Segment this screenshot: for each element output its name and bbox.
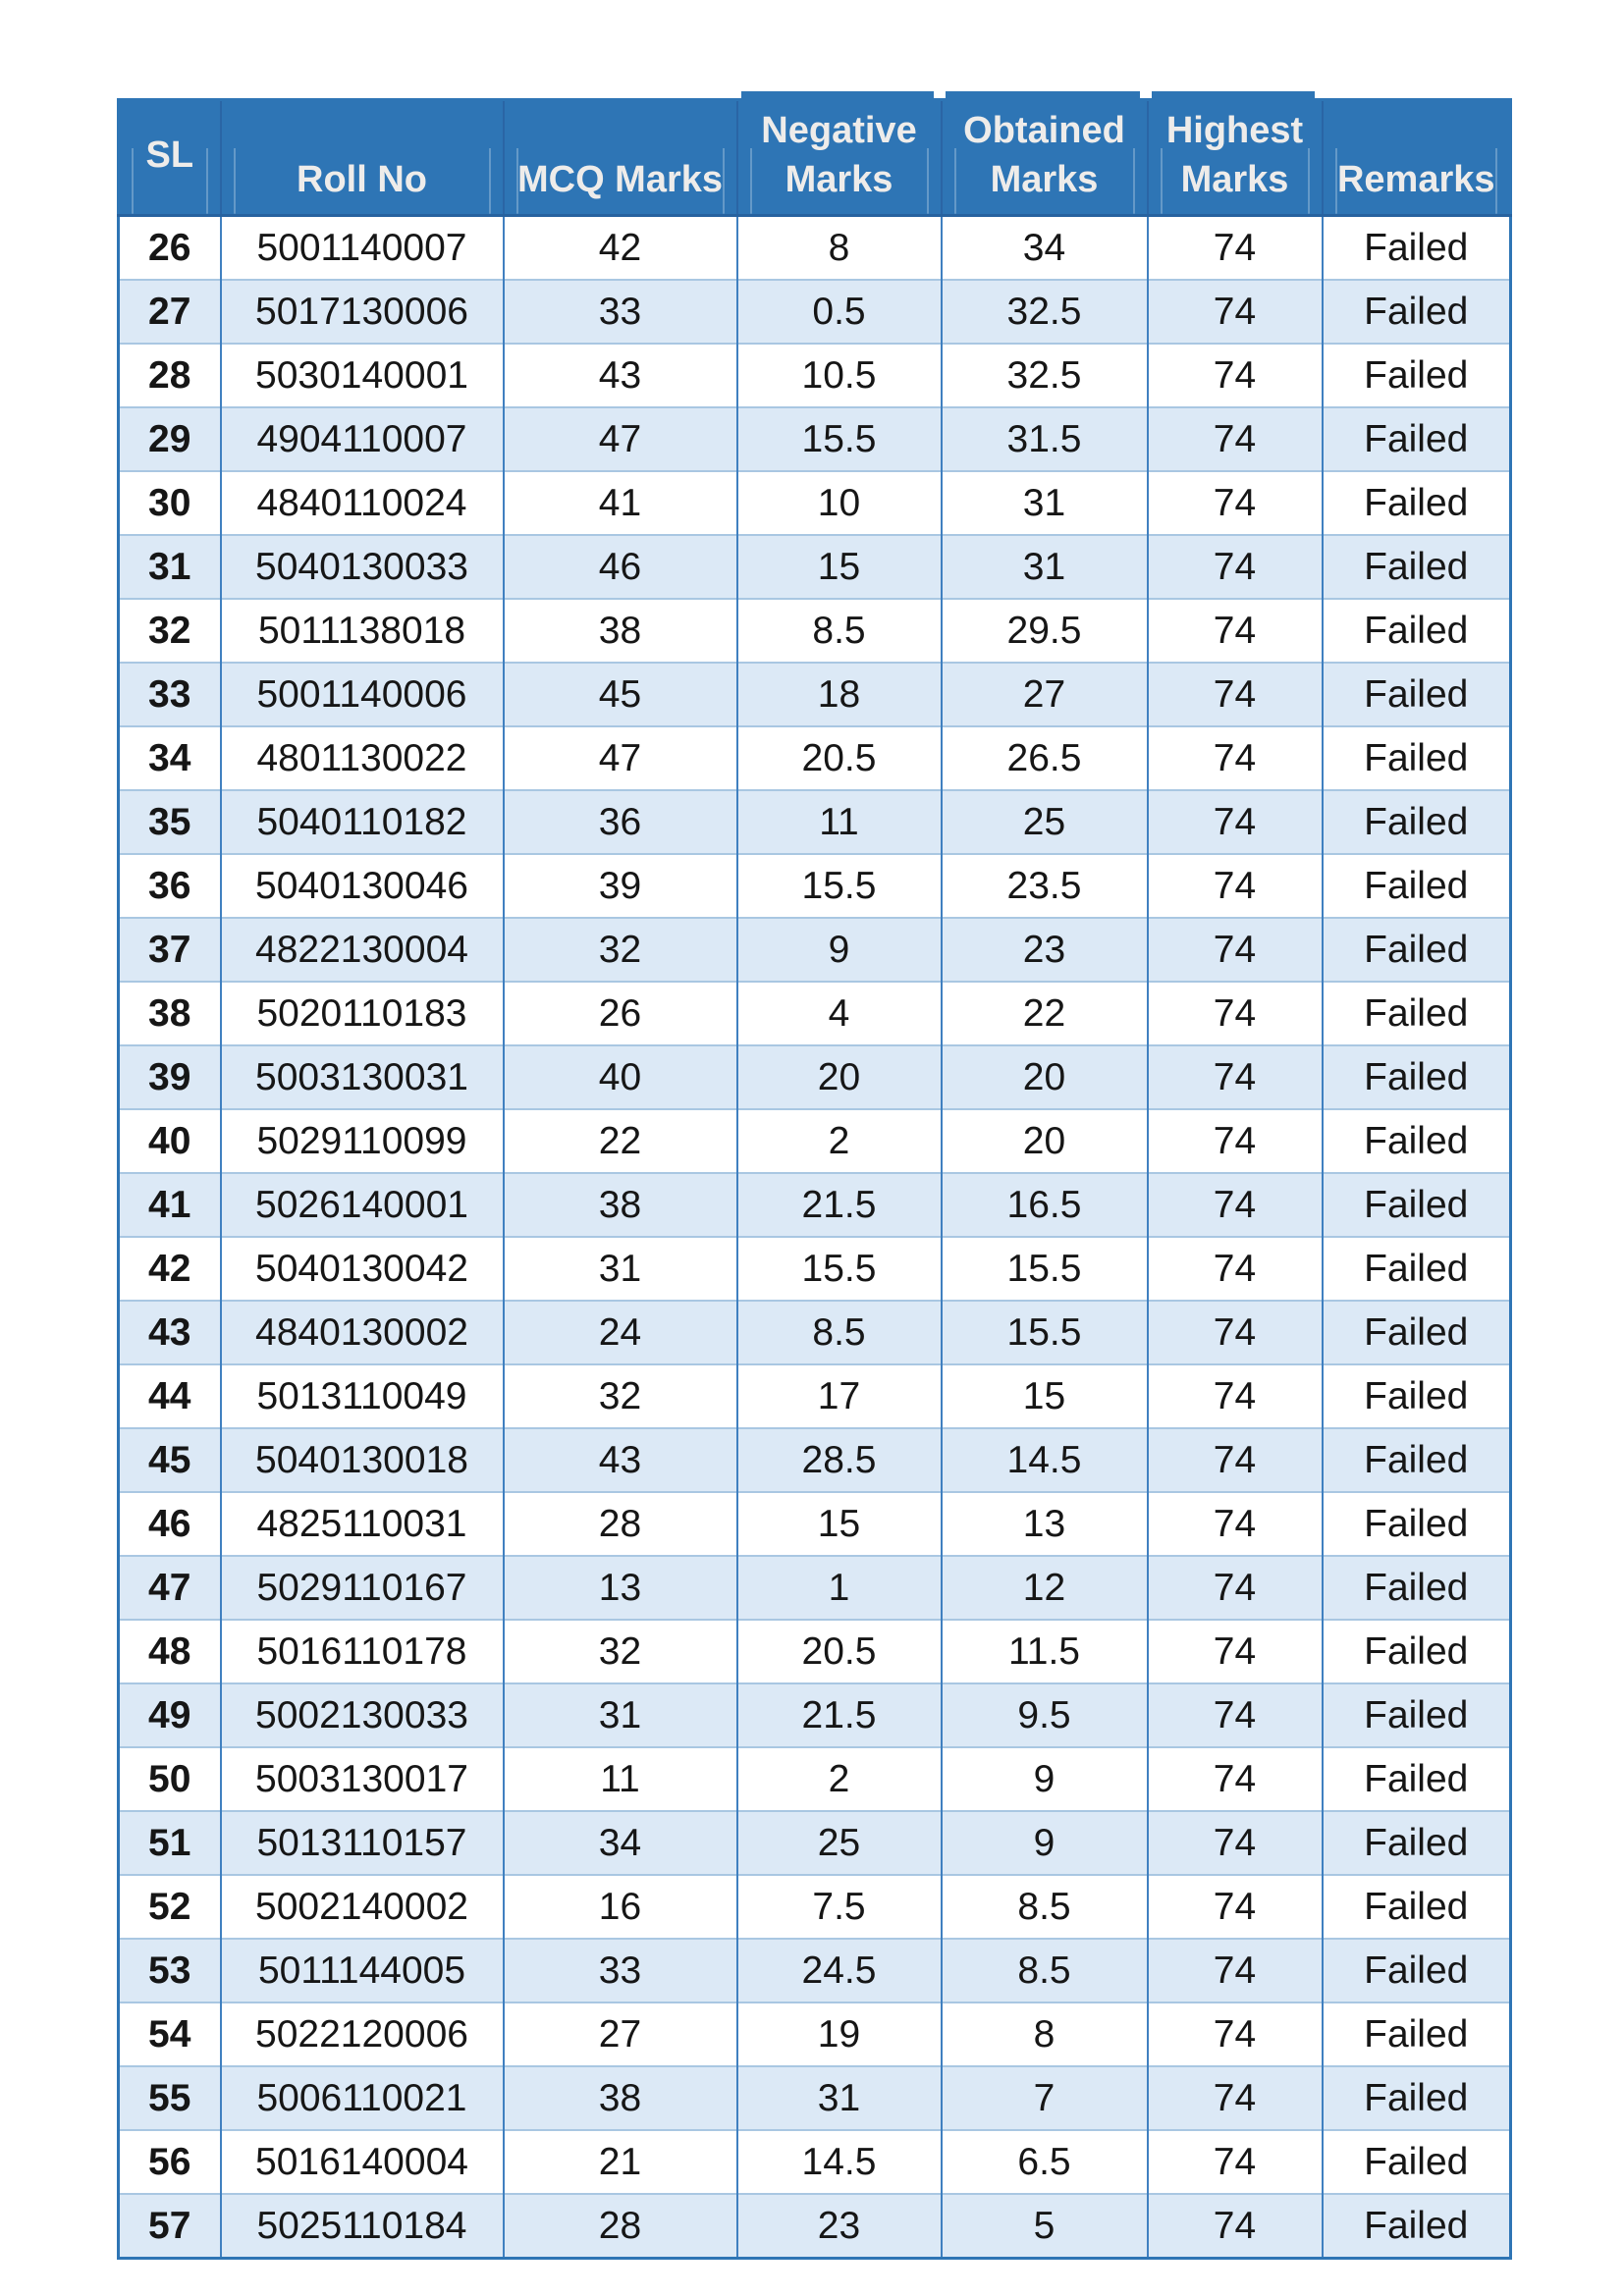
- negative-marks-cell: 15: [737, 1492, 942, 1556]
- column-header-negative-marks: Negative Marks: [737, 100, 942, 216]
- highest-marks-cell: 74: [1148, 663, 1323, 726]
- sl-cell: 44: [119, 1364, 221, 1428]
- obtained-marks-cell: 23: [942, 918, 1148, 982]
- sl-cell: 57: [119, 2194, 221, 2259]
- remarks-cell: Failed: [1323, 854, 1511, 918]
- table-row: [119, 471, 1511, 535]
- remarks-cell: Failed: [1323, 535, 1511, 599]
- mcq-marks-cell: 36: [504, 790, 737, 854]
- negative-marks-cell: 8.5: [737, 1301, 942, 1364]
- sl-cell: 29: [119, 407, 221, 471]
- sl-cell: 33: [119, 663, 221, 726]
- sl-cell: 42: [119, 1237, 221, 1301]
- roll-no-cell: 5002130033: [221, 1683, 504, 1747]
- roll-no-cell: 5017130006: [221, 280, 504, 344]
- remarks-cell: Failed: [1323, 1492, 1511, 1556]
- remarks-cell: Failed: [1323, 1875, 1511, 1939]
- table-row: [119, 1237, 1511, 1301]
- roll-no-cell: 5040130046: [221, 854, 504, 918]
- table-row: [119, 1747, 1511, 1811]
- remarks-cell: Failed: [1323, 726, 1511, 790]
- roll-no-cell: 4825110031: [221, 1492, 504, 1556]
- column-header-highest-marks: Highest Marks: [1148, 100, 1323, 216]
- highest-marks-cell: 74: [1148, 982, 1323, 1045]
- table-row: [119, 982, 1511, 1045]
- negative-marks-cell: 10: [737, 471, 942, 535]
- highest-marks-cell: 74: [1148, 1875, 1323, 1939]
- mcq-marks-cell: 41: [504, 471, 737, 535]
- remarks-cell: Failed: [1323, 407, 1511, 471]
- sl-cell: 41: [119, 1173, 221, 1237]
- table-row: [119, 2066, 1511, 2130]
- mcq-marks-cell: 22: [504, 1109, 737, 1173]
- negative-marks-cell: 2: [737, 1747, 942, 1811]
- highest-marks-cell: 74: [1148, 407, 1323, 471]
- obtained-marks-cell: 8.5: [942, 1939, 1148, 2002]
- obtained-marks-cell: 11.5: [942, 1620, 1148, 1683]
- highest-marks-cell: 74: [1148, 1109, 1323, 1173]
- highest-marks-cell: 74: [1148, 344, 1323, 407]
- mcq-marks-cell: 26: [504, 982, 737, 1045]
- mcq-marks-cell: 21: [504, 2130, 737, 2194]
- table-row: [119, 790, 1511, 854]
- mcq-marks-cell: 34: [504, 1811, 737, 1875]
- sl-cell: 28: [119, 344, 221, 407]
- negative-marks-cell: 18: [737, 663, 942, 726]
- table-row: [119, 854, 1511, 918]
- mcq-marks-cell: 16: [504, 1875, 737, 1939]
- mcq-marks-cell: 38: [504, 2066, 737, 2130]
- results-table: [117, 98, 1512, 2260]
- roll-no-cell: 5001140006: [221, 663, 504, 726]
- column-header-sl: SL: [119, 100, 221, 216]
- column-header-mcq-marks: MCQ Marks: [504, 100, 737, 216]
- mcq-marks-cell: 33: [504, 280, 737, 344]
- results-table-body: [119, 216, 1511, 2259]
- mcq-marks-cell: 27: [504, 2002, 737, 2066]
- sl-cell: 27: [119, 280, 221, 344]
- sl-cell: 45: [119, 1428, 221, 1492]
- mcq-marks-cell: 47: [504, 407, 737, 471]
- obtained-marks-cell: 22: [942, 982, 1148, 1045]
- negative-marks-cell: 20.5: [737, 726, 942, 790]
- sl-cell: 53: [119, 1939, 221, 2002]
- table-row: [119, 918, 1511, 982]
- mcq-marks-cell: 46: [504, 535, 737, 599]
- negative-marks-cell: 15.5: [737, 854, 942, 918]
- negative-marks-cell: 21.5: [737, 1683, 942, 1747]
- roll-no-cell: 4801130022: [221, 726, 504, 790]
- negative-marks-cell: 2: [737, 1109, 942, 1173]
- roll-no-cell: 5040130042: [221, 1237, 504, 1301]
- obtained-marks-cell: 13: [942, 1492, 1148, 1556]
- table-row: [119, 2002, 1511, 2066]
- column-header-remarks: Remarks: [1323, 100, 1511, 216]
- obtained-marks-cell: 15.5: [942, 1301, 1148, 1364]
- roll-no-cell: 5003130031: [221, 1045, 504, 1109]
- column-header-roll-no: Roll No: [221, 100, 504, 216]
- table-row: [119, 1875, 1511, 1939]
- negative-marks-cell: 7.5: [737, 1875, 942, 1939]
- remarks-cell: Failed: [1323, 918, 1511, 982]
- negative-marks-cell: 4: [737, 982, 942, 1045]
- remarks-cell: Failed: [1323, 1620, 1511, 1683]
- mcq-marks-cell: 32: [504, 1364, 737, 1428]
- negative-marks-cell: 23: [737, 2194, 942, 2259]
- table-row: [119, 599, 1511, 663]
- roll-no-cell: 5013110157: [221, 1811, 504, 1875]
- remarks-cell: Failed: [1323, 2194, 1511, 2259]
- roll-no-cell: 5001140007: [221, 216, 504, 281]
- sl-cell: 39: [119, 1045, 221, 1109]
- mcq-marks-cell: 47: [504, 726, 737, 790]
- negative-marks-cell: 8: [737, 216, 942, 281]
- obtained-marks-cell: 20: [942, 1045, 1148, 1109]
- table-row: [119, 1620, 1511, 1683]
- negative-marks-cell: 17: [737, 1364, 942, 1428]
- mcq-marks-cell: 32: [504, 918, 737, 982]
- obtained-marks-cell: 14.5: [942, 1428, 1148, 1492]
- roll-no-cell: 5029110099: [221, 1109, 504, 1173]
- roll-no-cell: 5040130018: [221, 1428, 504, 1492]
- highest-marks-cell: 74: [1148, 1939, 1323, 2002]
- negative-marks-cell: 20: [737, 1045, 942, 1109]
- obtained-marks-cell: 26.5: [942, 726, 1148, 790]
- table-row: [119, 535, 1511, 599]
- sl-cell: 26: [119, 216, 221, 281]
- highest-marks-cell: 74: [1148, 2194, 1323, 2259]
- roll-no-cell: 5025110184: [221, 2194, 504, 2259]
- obtained-marks-cell: 8: [942, 2002, 1148, 2066]
- remarks-cell: Failed: [1323, 982, 1511, 1045]
- remarks-cell: Failed: [1323, 1428, 1511, 1492]
- highest-marks-cell: 74: [1148, 1683, 1323, 1747]
- remarks-cell: Failed: [1323, 2066, 1511, 2130]
- remarks-cell: Failed: [1323, 599, 1511, 663]
- roll-no-cell: 4840130002: [221, 1301, 504, 1364]
- obtained-marks-cell: 5: [942, 2194, 1148, 2259]
- highest-marks-cell: 74: [1148, 599, 1323, 663]
- sl-cell: 40: [119, 1109, 221, 1173]
- sl-cell: 56: [119, 2130, 221, 2194]
- roll-no-cell: 5040110182: [221, 790, 504, 854]
- table-row: [119, 1109, 1511, 1173]
- roll-no-cell: 5016110178: [221, 1620, 504, 1683]
- mcq-marks-cell: 38: [504, 599, 737, 663]
- obtained-marks-cell: 15.5: [942, 1237, 1148, 1301]
- table-row: [119, 2194, 1511, 2259]
- highest-marks-cell: 74: [1148, 726, 1323, 790]
- obtained-marks-cell: 12: [942, 1556, 1148, 1620]
- highest-marks-cell: 74: [1148, 918, 1323, 982]
- table-row: [119, 1173, 1511, 1237]
- obtained-marks-cell: 20: [942, 1109, 1148, 1173]
- highest-marks-cell: 74: [1148, 471, 1323, 535]
- highest-marks-cell: 74: [1148, 2130, 1323, 2194]
- remarks-cell: Failed: [1323, 1301, 1511, 1364]
- obtained-marks-cell: 29.5: [942, 599, 1148, 663]
- obtained-marks-cell: 34: [942, 216, 1148, 281]
- highest-marks-cell: 74: [1148, 1301, 1323, 1364]
- obtained-marks-cell: 7: [942, 2066, 1148, 2130]
- obtained-marks-cell: 32.5: [942, 344, 1148, 407]
- remarks-cell: Failed: [1323, 1556, 1511, 1620]
- mcq-marks-cell: 13: [504, 1556, 737, 1620]
- mcq-marks-cell: 45: [504, 663, 737, 726]
- roll-no-cell: 5020110183: [221, 982, 504, 1045]
- mcq-marks-cell: 28: [504, 2194, 737, 2259]
- obtained-marks-cell: 16.5: [942, 1173, 1148, 1237]
- obtained-marks-cell: 31: [942, 471, 1148, 535]
- roll-no-cell: 5026140001: [221, 1173, 504, 1237]
- obtained-marks-cell: 31.5: [942, 407, 1148, 471]
- obtained-marks-cell: 6.5: [942, 2130, 1148, 2194]
- remarks-cell: Failed: [1323, 1747, 1511, 1811]
- roll-no-cell: 5011144005: [221, 1939, 504, 2002]
- roll-no-cell: 5030140001: [221, 344, 504, 407]
- table-row: [119, 1492, 1511, 1556]
- sl-cell: 48: [119, 1620, 221, 1683]
- highest-marks-cell: 74: [1148, 1747, 1323, 1811]
- remarks-cell: Failed: [1323, 1109, 1511, 1173]
- highest-marks-cell: 74: [1148, 1428, 1323, 1492]
- header-row: [119, 100, 1511, 216]
- sl-cell: 30: [119, 471, 221, 535]
- negative-marks-cell: 1: [737, 1556, 942, 1620]
- mcq-marks-cell: 40: [504, 1045, 737, 1109]
- highest-marks-cell: 74: [1148, 2066, 1323, 2130]
- obtained-marks-cell: 8.5: [942, 1875, 1148, 1939]
- roll-no-cell: 5022120006: [221, 2002, 504, 2066]
- sl-cell: 36: [119, 854, 221, 918]
- table-row: [119, 663, 1511, 726]
- highest-marks-cell: 74: [1148, 1364, 1323, 1428]
- obtained-marks-cell: 15: [942, 1364, 1148, 1428]
- remarks-cell: Failed: [1323, 1237, 1511, 1301]
- mcq-marks-cell: 31: [504, 1237, 737, 1301]
- roll-no-cell: 4840110024: [221, 471, 504, 535]
- highest-marks-cell: 74: [1148, 1237, 1323, 1301]
- mcq-marks-cell: 24: [504, 1301, 737, 1364]
- negative-marks-cell: 20.5: [737, 1620, 942, 1683]
- sl-cell: 31: [119, 535, 221, 599]
- negative-marks-cell: 15.5: [737, 407, 942, 471]
- highest-marks-cell: 74: [1148, 854, 1323, 918]
- table-row: [119, 407, 1511, 471]
- mcq-marks-cell: 38: [504, 1173, 737, 1237]
- table-row: [119, 1045, 1511, 1109]
- highest-marks-cell: 74: [1148, 1556, 1323, 1620]
- sl-cell: 46: [119, 1492, 221, 1556]
- obtained-marks-cell: 31: [942, 535, 1148, 599]
- roll-no-cell: 5029110167: [221, 1556, 504, 1620]
- sl-cell: 50: [119, 1747, 221, 1811]
- sl-cell: 34: [119, 726, 221, 790]
- highest-marks-cell: 74: [1148, 1620, 1323, 1683]
- remarks-cell: Failed: [1323, 1173, 1511, 1237]
- sl-cell: 49: [119, 1683, 221, 1747]
- mcq-marks-cell: 39: [504, 854, 737, 918]
- table-row: [119, 1811, 1511, 1875]
- remarks-cell: Failed: [1323, 344, 1511, 407]
- table-row: [119, 1301, 1511, 1364]
- roll-no-cell: 5040130033: [221, 535, 504, 599]
- highest-marks-cell: 74: [1148, 1811, 1323, 1875]
- negative-marks-cell: 21.5: [737, 1173, 942, 1237]
- negative-marks-cell: 0.5: [737, 280, 942, 344]
- table-row: [119, 1683, 1511, 1747]
- table-row: [119, 2130, 1511, 2194]
- table-header: [119, 100, 1511, 216]
- highest-marks-cell: 74: [1148, 2002, 1323, 2066]
- remarks-cell: Failed: [1323, 2002, 1511, 2066]
- negative-marks-cell: 9: [737, 918, 942, 982]
- negative-marks-cell: 25: [737, 1811, 942, 1875]
- highest-marks-cell: 74: [1148, 216, 1323, 281]
- sl-cell: 51: [119, 1811, 221, 1875]
- obtained-marks-cell: 32.5: [942, 280, 1148, 344]
- negative-marks-cell: 15: [737, 535, 942, 599]
- sl-cell: 38: [119, 982, 221, 1045]
- highest-marks-cell: 74: [1148, 280, 1323, 344]
- table-row: [119, 1556, 1511, 1620]
- roll-no-cell: 5016140004: [221, 2130, 504, 2194]
- obtained-marks-cell: 25: [942, 790, 1148, 854]
- remarks-cell: Failed: [1323, 790, 1511, 854]
- obtained-marks-cell: 23.5: [942, 854, 1148, 918]
- column-header-obtained-marks: Obtained Marks: [942, 100, 1148, 216]
- table-row: [119, 726, 1511, 790]
- remarks-cell: Failed: [1323, 280, 1511, 344]
- roll-no-cell: 5003130017: [221, 1747, 504, 1811]
- negative-marks-cell: 10.5: [737, 344, 942, 407]
- roll-no-cell: 4822130004: [221, 918, 504, 982]
- remarks-cell: Failed: [1323, 1364, 1511, 1428]
- sl-cell: 37: [119, 918, 221, 982]
- roll-no-cell: 5002140002: [221, 1875, 504, 1939]
- highest-marks-cell: 74: [1148, 790, 1323, 854]
- mcq-marks-cell: 11: [504, 1747, 737, 1811]
- sl-cell: 47: [119, 1556, 221, 1620]
- remarks-cell: Failed: [1323, 1811, 1511, 1875]
- table-row: [119, 1428, 1511, 1492]
- mcq-marks-cell: 43: [504, 344, 737, 407]
- remarks-cell: Failed: [1323, 1939, 1511, 2002]
- mcq-marks-cell: 43: [504, 1428, 737, 1492]
- sl-cell: 54: [119, 2002, 221, 2066]
- obtained-marks-cell: 9: [942, 1811, 1148, 1875]
- highest-marks-cell: 74: [1148, 1045, 1323, 1109]
- sl-cell: 43: [119, 1301, 221, 1364]
- table-row: [119, 280, 1511, 344]
- remarks-cell: Failed: [1323, 216, 1511, 281]
- negative-marks-cell: 28.5: [737, 1428, 942, 1492]
- remarks-cell: Failed: [1323, 663, 1511, 726]
- sl-cell: 55: [119, 2066, 221, 2130]
- highest-marks-cell: 74: [1148, 1492, 1323, 1556]
- mcq-marks-cell: 42: [504, 216, 737, 281]
- negative-marks-cell: 31: [737, 2066, 942, 2130]
- roll-no-cell: 4904110007: [221, 407, 504, 471]
- roll-no-cell: 5013110049: [221, 1364, 504, 1428]
- obtained-marks-cell: 27: [942, 663, 1148, 726]
- sl-cell: 32: [119, 599, 221, 663]
- table-row: [119, 1364, 1511, 1428]
- remarks-cell: Failed: [1323, 1683, 1511, 1747]
- highest-marks-cell: 74: [1148, 1173, 1323, 1237]
- mcq-marks-cell: 33: [504, 1939, 737, 2002]
- sl-cell: 35: [119, 790, 221, 854]
- remarks-cell: Failed: [1323, 1045, 1511, 1109]
- remarks-cell: Failed: [1323, 2130, 1511, 2194]
- remarks-cell: Failed: [1323, 471, 1511, 535]
- negative-marks-cell: 15.5: [737, 1237, 942, 1301]
- table-row: [119, 344, 1511, 407]
- negative-marks-cell: 11: [737, 790, 942, 854]
- mcq-marks-cell: 32: [504, 1620, 737, 1683]
- obtained-marks-cell: 9.5: [942, 1683, 1148, 1747]
- negative-marks-cell: 24.5: [737, 1939, 942, 2002]
- roll-no-cell: 5006110021: [221, 2066, 504, 2130]
- table-row: [119, 216, 1511, 281]
- mcq-marks-cell: 31: [504, 1683, 737, 1747]
- negative-marks-cell: 8.5: [737, 599, 942, 663]
- obtained-marks-cell: 9: [942, 1747, 1148, 1811]
- negative-marks-cell: 14.5: [737, 2130, 942, 2194]
- highest-marks-cell: 74: [1148, 535, 1323, 599]
- sl-cell: 52: [119, 1875, 221, 1939]
- negative-marks-cell: 19: [737, 2002, 942, 2066]
- mcq-marks-cell: 28: [504, 1492, 737, 1556]
- roll-no-cell: 5011138018: [221, 599, 504, 663]
- table-row: [119, 1939, 1511, 2002]
